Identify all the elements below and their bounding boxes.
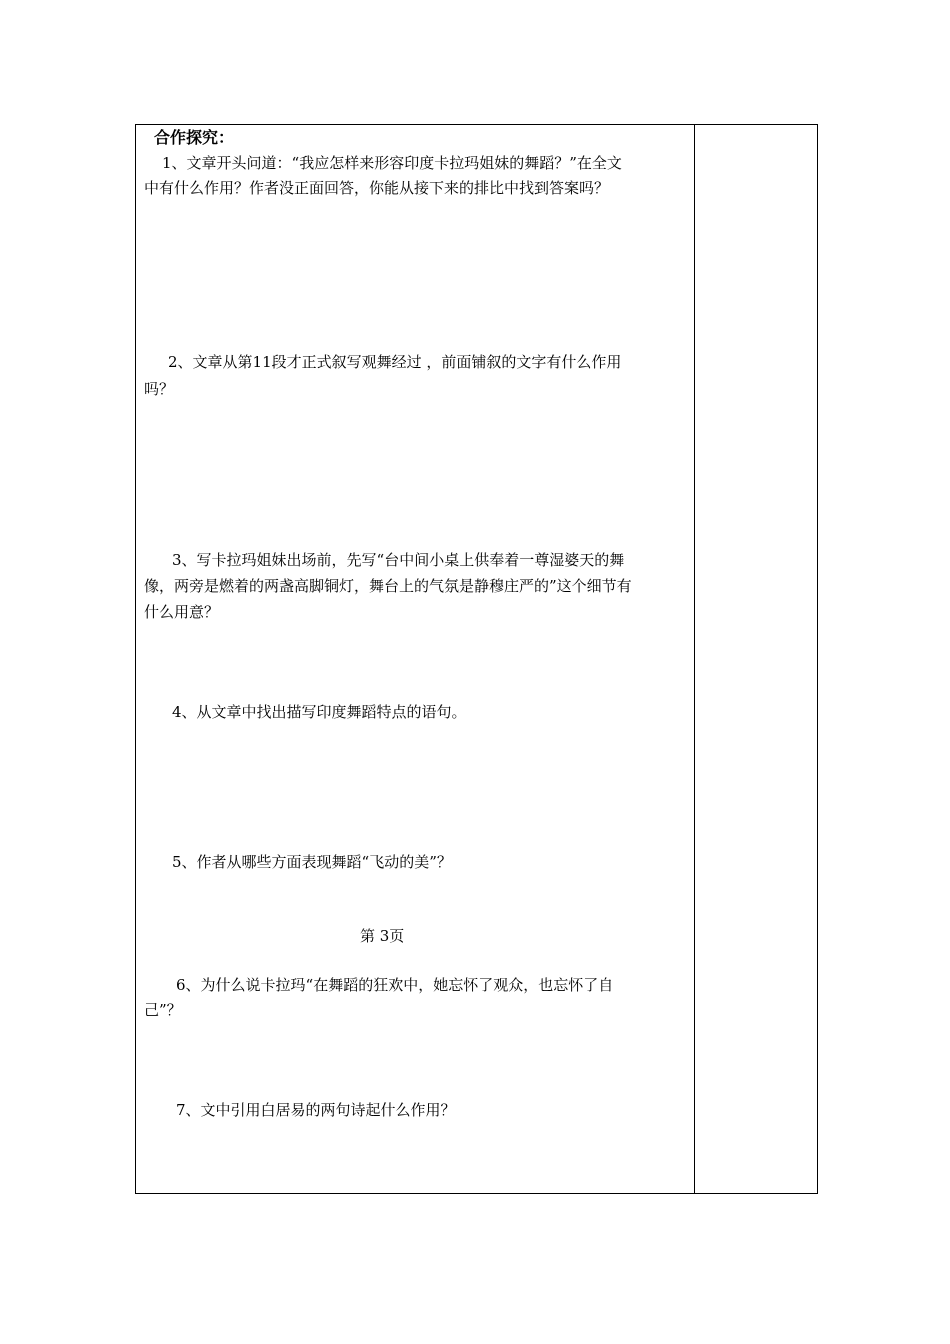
question-3-line-3: 什么用意？ <box>144 603 220 621</box>
worksheet-table <box>135 124 818 1194</box>
table-column-divider <box>694 124 695 1194</box>
question-6-line-1: 6、为什么说卡拉玛“在舞蹈的狂欢中，她忘怀了观众，也忘怀了自 <box>176 976 614 994</box>
question-7-line-1: 7、文中引用白居易的两句诗起什么作用？ <box>176 1101 456 1119</box>
question-5-line-1: 5、作者从哪些方面表现舞蹈“飞动的美”？ <box>172 853 452 871</box>
section-heading: 合作探究： <box>154 128 235 147</box>
question-4-line-1: 4、从文章中找出描写印度舞蹈特点的语句。 <box>172 703 467 721</box>
question-3-line-1: 3、写卡拉玛姐妹出场前，先写“台中间小桌上供奉着一尊湿婆天的舞 <box>172 551 625 569</box>
question-6-line-2: 己”？ <box>144 1001 182 1019</box>
question-1-line-1: 1、文章开头问道：“我应怎样来形容印度卡拉玛姐妹的舞蹈？”在全文 <box>162 154 622 172</box>
question-2-line-1: 2、文章从第11段才正式叙写观舞经过 ，前面铺叙的文字有什么作用 <box>168 353 622 371</box>
question-1-line-2: 中有什么作用？作者没正面回答，你能从接下来的排比中找到答案吗？ <box>144 179 610 197</box>
page-number: 第 3页 <box>360 927 405 945</box>
question-2-line-2: 吗？ <box>144 380 175 398</box>
question-3-line-2: 像，两旁是燃着的两盏高脚铜灯，舞台上的气氛是静穆庄严的”这个细节有 <box>144 577 632 595</box>
